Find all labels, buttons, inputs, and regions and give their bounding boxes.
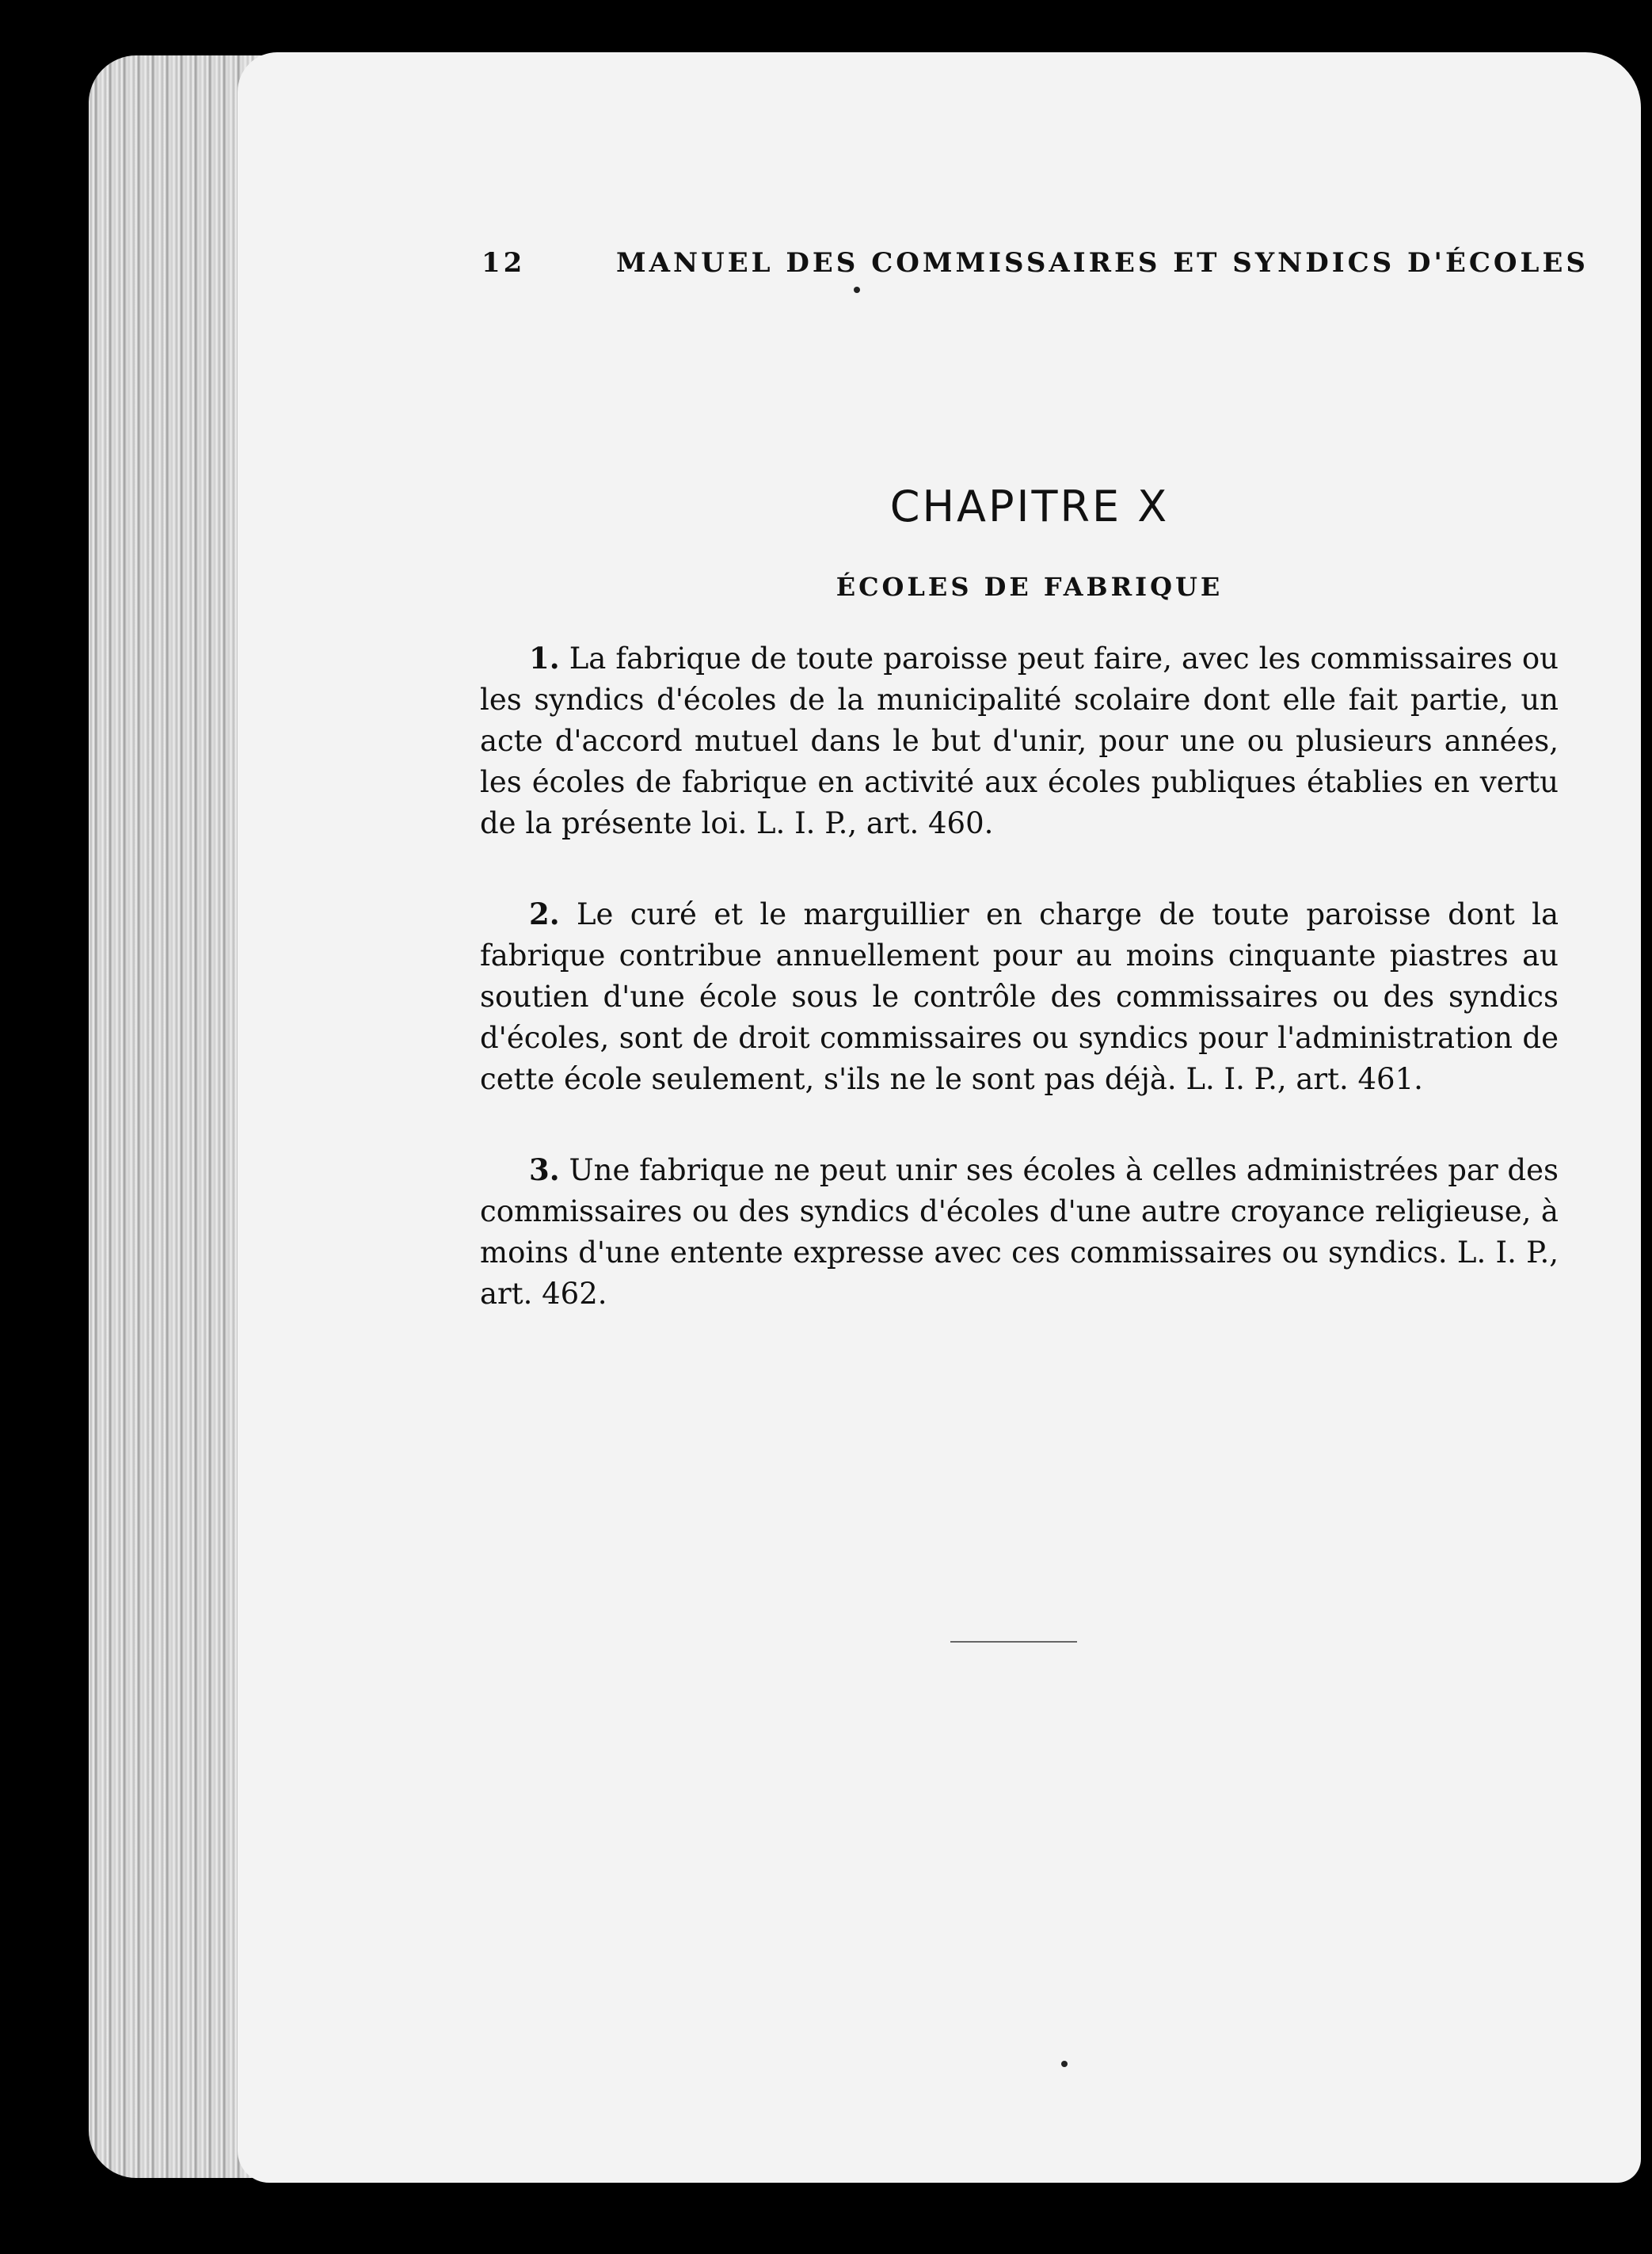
paragraph xyxy=(480,638,1559,844)
paragraph-number: 3. xyxy=(529,1152,560,1187)
running-head-title: MANUEL DES COMMISSAIRES ET SYNDICS D'ÉCOLES xyxy=(616,247,1589,279)
paragraph xyxy=(480,893,1559,1100)
speck xyxy=(854,287,860,293)
chapter-subtitle: ÉCOLES DE FABRIQUE xyxy=(836,572,1224,602)
speck xyxy=(1061,2061,1068,2067)
chapter-title: CHAPITRE X xyxy=(889,482,1170,531)
body-text xyxy=(480,638,1559,1364)
paragraph xyxy=(480,1149,1559,1315)
paragraph-number: 1. xyxy=(529,641,560,676)
paragraph-text: Le curé et le marguillier en charge de toute paroisse dont la fabrique contribue annuellement pour au moins cinquante piastres au soutien d'une école sous le contrôle des commissaires ou des syndics d'écoles, sont de droit commissaires ou syndics pour l'administration de cette école seulement, s'ils ne le sont pas déjà. L. I. P., art. 461. xyxy=(480,897,1559,1096)
paragraph-text: Une fabrique ne peut unir ses écoles à celles administrées par des commissaires ou des syndics d'écoles d'une autre croyance religieuse, à moins d'une entente expresse avec ces commissaires ou syndics. L. I. P., art. 462. xyxy=(480,1153,1559,1311)
paragraph-number: 2. xyxy=(529,897,560,931)
end-rule xyxy=(950,1641,1077,1643)
running-head xyxy=(482,247,1606,295)
page-number: 12 xyxy=(482,247,526,279)
paragraph-text: La fabrique de toute paroisse peut faire, avec les commissaires ou les syndics d'écoles de la municipalité scolaire dont elle fait partie, un acte d'accord mutuel dans le but d'unir, pour une ou plusieurs années, les écoles de fabrique en activité aux écoles publiques établies en vertu de la présente loi. L. I. P., art. 460. xyxy=(480,642,1559,840)
